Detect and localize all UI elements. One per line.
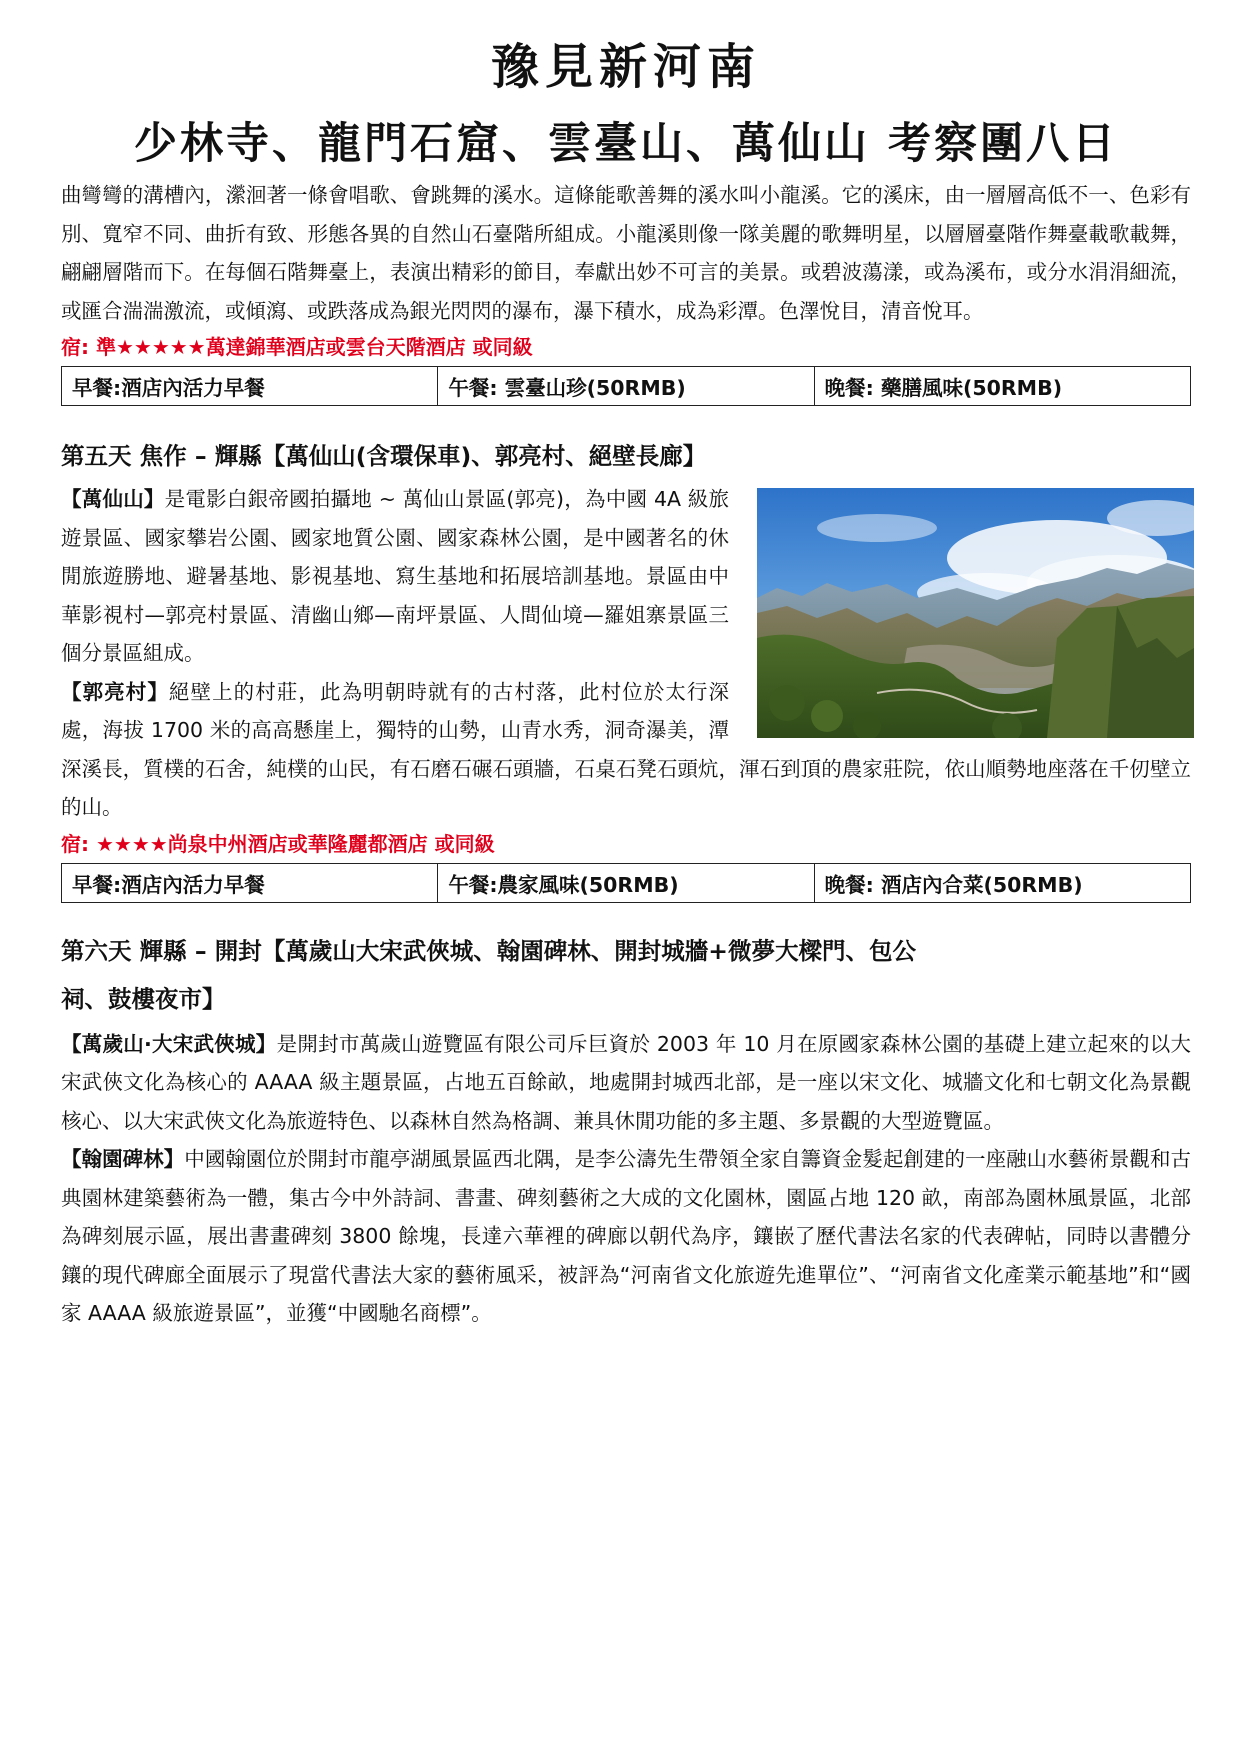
lunch-cell: 午餐: 雲臺山珍(50RMB) [438, 367, 814, 406]
wansuishan-label: 【萬歲山·大宋武俠城】 [61, 1031, 277, 1056]
day6-heading-line2: 祠、鼓樓夜市】 [61, 984, 226, 1013]
wanxianshan-text: 是電影白銀帝國拍攝地 ~ 萬仙山景區(郭亮)，為中國 4A 級旅遊景區、國家攀岩公園、國家地質公園、國家森林公園，是中國著名的休閒旅遊勝地、避暑基地、影視基地、寫生基地和拓展培訓基地。景區由中華影視村—郭亮村景區、清幽山鄉—南坪景區、人間仙境—羅姐寨景區三個分景區組成。 [61, 487, 729, 665]
dinner-cell: 晚餐: 酒店內合菜(50RMB) [814, 863, 1190, 902]
mountain-landscape-photo [757, 488, 1194, 738]
document-page [61, 0, 1191, 1333]
hanyuan-text: 中國翰園位於開封市龍亭湖風景區西北隅，是李公濤先生帶領全家自籌資金髮起創建的一座融山水藝術景觀和古典園林建築藝術為一體，集古今中外詩詞、書畫、碑刻藝術之大成的文化園林，園區占地 120 畝，南部為園林風景區，北部為碑刻展示區，展出書畫碑刻 3800 餘塊，長達六華裡的碑廊以朝代為序，鑲嵌了歷代書法名家的代表碑帖，同時以書體分鑲的現代碑廊全面展示了現當代書法大家的藝術風采，被評為“河南省文化旅遊先進單位”、“河南省文化產業示範基地”和“國家 AAAA 級旅遊景區”，並獲“中國馳名商標”。 [61, 1147, 1192, 1325]
dinner-cell: 晚餐: 藥膳風味(50RMB) [814, 367, 1190, 406]
day6-heading-line1: 第六天 輝縣 – 開封【萬歲山大宋武俠城、翰園碑林、開封城牆+微夢大樑門、包公 [61, 936, 916, 965]
hanyuan-label: 【翰園碑林】 [61, 1147, 185, 1171]
page-title: 豫見新河南 [490, 39, 761, 95]
day5-hotel-line: 宿: ★★★★尚泉中州酒店或華隆麗都酒店 或同級 [61, 831, 495, 856]
day5-heading: 第五天 焦作 – 輝縣【萬仙山(含環保車)、郭亮村、絕壁長廊】 [61, 442, 707, 470]
breakfast-cell: 早餐:酒店內活力早餐 [62, 863, 438, 902]
guoliangcun-text: 絕壁上的村莊，此為明朝時就有的古村落，此村位於太行深處，海拔 1700 米的高高懸崖上，獨特的山勢，山青水秀，洞奇瀑美，潭深溪長，質樸的石舍，純樸的山民，有石磨石碾石頭牆，石桌石凳石頭炕，渾石到頂的農家莊院，依山順勢地座落在千仞壁立的山。 [61, 679, 1191, 819]
intro-hotel-line: 宿: 準★★★★★萬達錦華酒店或雲台天階酒店 或同級 [61, 335, 533, 359]
wanxianshan-label: 【萬仙山】 [61, 487, 165, 511]
landscape-image-icon [757, 488, 1194, 738]
day6-paragraph-hanyuan [61, 1140, 1191, 1333]
lunch-cell: 午餐:農家風味(50RMB) [438, 863, 814, 902]
wansuishan-text: 是開封市萬歲山遊覽區有限公司斥巨資於 2003 年 10 月在原國家森林公園的基礎上建立起來的以大宋武俠文化為核心的 AAAA 級主題景區，占地五百餘畝，地處開封城西北部，是一座以宋文化、城牆文化和七朝文化為景觀核心、以大宋武俠文化為旅遊特色、以森林自然為格調、兼具休閒功能的多主題、多景觀的大型遊覽區。 [61, 1031, 1191, 1133]
day6-paragraph-wansuishan [61, 1025, 1191, 1141]
guoliangcun-label: 【郭亮村】 [61, 679, 169, 704]
intro-meals-table [61, 366, 1191, 406]
day5-meals-table [61, 863, 1191, 903]
intro-paragraph: 曲彎彎的溝槽內，瀠洄著一條會唱歌、會跳舞的溪水。這條能歌善舞的溪水叫小龍溪。它的溪床，由一層層高低不一、色彩有別、寬窄不同、曲折有致、形態各異的自然山石臺階所組成。小龍溪則像一隊美麗的歌舞明星，以層層臺階作舞臺載歌載舞，翩翩層階而下。在每個石階舞臺上，表演出精彩的節目，奉獻出妙不可言的美景。或碧波蕩漾，或為溪布，或分水涓涓細流，或匯合湍湍激流，或傾瀉、或跌落成為銀光閃閃的瀑布，瀑下積水，成為彩潭。色澤悅目，清音悅耳。 [61, 183, 1191, 323]
breakfast-cell: 早餐:酒店內活力早餐 [62, 367, 438, 406]
page-subtitle: 少林寺、龍門石窟、雲臺山、萬仙山 考察團八日 [134, 119, 1118, 169]
day5-body [61, 480, 1191, 827]
